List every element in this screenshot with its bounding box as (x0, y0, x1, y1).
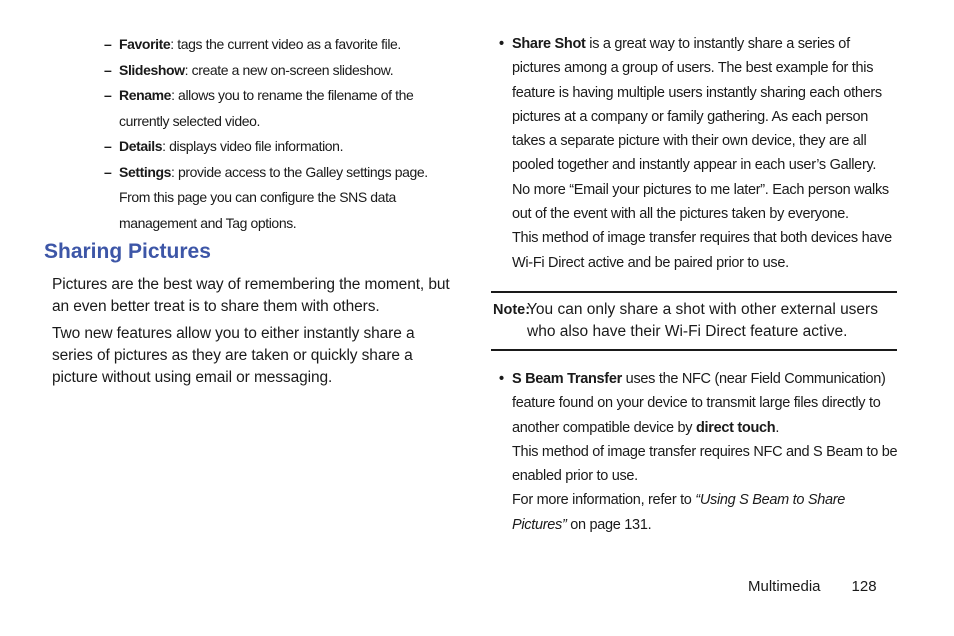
reference-prefix: For more information, refer to (512, 492, 696, 509)
page-number: 128 (851, 578, 877, 595)
bullet-icon: • (499, 36, 504, 52)
footer-section: Multimedia (748, 578, 821, 595)
list-item-term: Slideshow (119, 61, 185, 78)
share-shot-bullet (491, 32, 901, 178)
list-item-desc: : displays video file information. (162, 138, 344, 154)
list-item-desc: : provide access to the Galley settings page. From this page you can configure the SNS data management and Tag options. (119, 163, 428, 231)
right-column (491, 32, 901, 537)
s-beam-reference (491, 488, 901, 537)
list-item-term: Settings (119, 163, 172, 180)
dash-icon: – (104, 87, 112, 103)
list-item (104, 160, 454, 237)
share-shot-paragraph-2: No more “Email your pictures to me later”. Each person walks out of the event with all the pictures taken by everyone. (512, 181, 889, 223)
s-beam-paragraph-2: This method of image transfer requires NFC and S Beam to be enabled prior to use. (512, 443, 898, 485)
gallery-menu-options-list (104, 32, 454, 236)
reference-suffix: on page 131. (566, 516, 652, 533)
list-item (104, 58, 454, 84)
dash-icon: – (104, 138, 112, 154)
list-item (104, 134, 454, 160)
s-beam-period: . (775, 419, 780, 436)
features-paragraph: Two new features allow you to either instantly share a series of pictures as they are taken or quickly share a picture without using email or messaging. (52, 325, 415, 386)
list-item (104, 32, 454, 58)
list-item-desc: : create a new on-screen slideshow. (184, 61, 394, 78)
share-shot-paragraph-3: This method of image transfer requires that both devices have Wi-Fi Direct active and be paired prior to use. (512, 230, 892, 271)
note-label: Note: (493, 301, 531, 318)
list-item-desc: : tags the current video as a favorite file. (170, 36, 401, 52)
share-shot-text: is a great way to instantly share a series of pictures among a group of users. The best example for this feature is having multiple users instantly sharing each others pictures at a company or family gathering. As each person takes a separate picture with their own device, they are all pooled together and instantly appear in each user’s Gallery. (512, 36, 882, 174)
s-beam-term: S Beam Transfer (512, 370, 622, 387)
dash-icon: – (104, 163, 112, 180)
intro-paragraph: Pictures are the best way of remembering the moment, but an even better treat is to share them with others. (52, 276, 450, 315)
list-item (104, 83, 454, 134)
list-item-desc: : allows you to rename the filename of the currently selected video. (119, 87, 414, 129)
reference-link[interactable]: “Using S Beam to Share Pictures” (512, 492, 846, 533)
note-box (491, 291, 897, 351)
s-beam-text: uses the NFC (near Field Communication) feature found on your device to transmit large files directly to another compatible device by (512, 370, 886, 436)
left-column (44, 32, 454, 394)
note-text: You can only share a shot with other external users who also have their Wi-Fi Direct feature active. (527, 300, 878, 340)
list-item-term: Details (119, 138, 163, 154)
page-footer (748, 578, 877, 595)
dash-icon: – (104, 36, 112, 52)
dash-icon: – (104, 61, 112, 78)
bullet-icon: • (499, 370, 504, 387)
direct-touch-term: direct touch (695, 419, 776, 436)
list-item-term: Favorite (119, 36, 171, 52)
list-item-term: Rename (119, 87, 172, 103)
s-beam-bullet (491, 367, 901, 440)
share-shot-term: Share Shot (512, 36, 586, 52)
section-title: Sharing Pictures (44, 240, 211, 263)
